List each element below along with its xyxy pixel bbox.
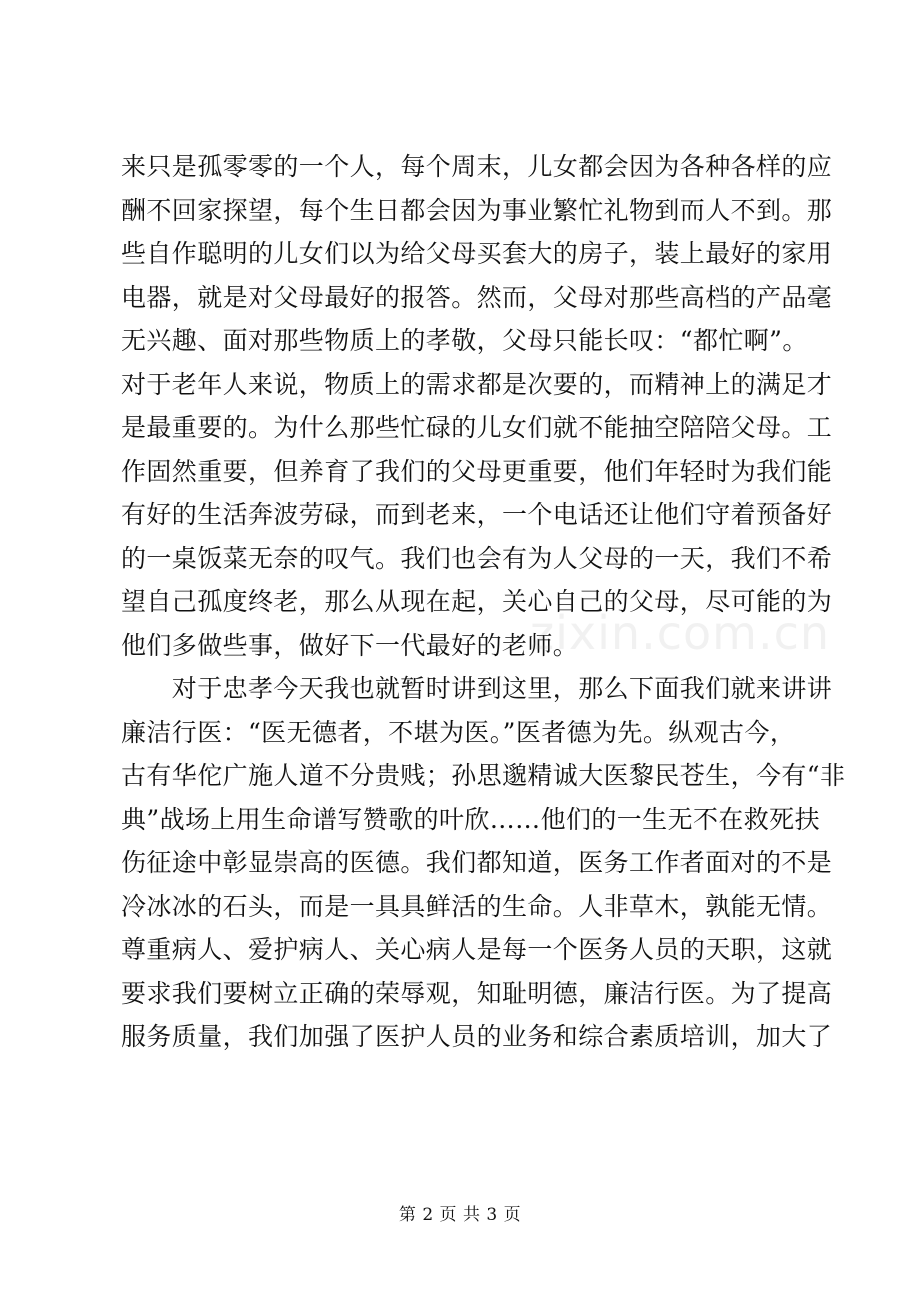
text-line-1: 来只是孤零零的一个人，每个周末，儿女都会因为各种各样的应 xyxy=(121,152,833,181)
text-line-10: 的一桌饭菜无奈的叹气。我们也会有为人父母的一天，我们不希 xyxy=(121,543,833,573)
text-line-13: 对于忠孝今天我也就暂时讲到这里，那么下面我们就来讲讲 xyxy=(121,674,833,703)
body-text xyxy=(121,145,846,1059)
page-footer: 第 2 页 共 3 页 xyxy=(398,1205,522,1225)
text-line-3: 些自作聪明的儿女们以为给父母买套大的房子，装上最好的家用 xyxy=(121,239,833,268)
text-line-12: 他们多做些事，做好下一代最好的老师。 xyxy=(121,630,579,660)
text-line-9: 有好的生活奔波劳碌，而到老来，一个电话还让他们守着预备好 xyxy=(121,500,833,529)
text-line-7: 是最重要的。为什么那些忙碌的儿女们就不能抽空陪陪父母。工 xyxy=(121,413,833,442)
text-line-19: 尊重病人、爱护病人、关心病人是每一个医务人员的天职，这就 xyxy=(121,935,833,964)
text-line-20: 要求我们要树立正确的荣辱观，知耻明德，廉洁行医。为了提高 xyxy=(121,978,833,1008)
text-line-18: 冷冰冰的石头，而是一具具鲜活的生命。人非草木，孰能无情。 xyxy=(121,891,833,921)
watermark: zixin.com.cn xyxy=(530,606,831,660)
text-line-21: 服务质量，我们加强了医护人员的业务和综合素质培训，加大了 xyxy=(121,1022,833,1051)
text-line-6: 对于老年人来说，物质上的需求都是次要的，而精神上的满足才 xyxy=(121,369,833,399)
text-line-11: 望自己孤度终老，那么从现在起，关心自己的父母，尽可能的为 xyxy=(121,587,833,616)
text-line-8: 作固然重要，但养育了我们的父母更重要，他们年轻时为我们能 xyxy=(121,456,833,486)
text-line-14: 廉洁行医：“医无德者，不堪为医。”医者德为先。纵观古今， xyxy=(121,717,796,747)
text-line-15: 古有华佗广施人道不分贵贱；孙思邈精诚大医黎民苍生，今有“非 xyxy=(121,761,846,790)
text-line-4: 电器，就是对父母最好的报答。然而，父母对那些高档的产品毫 xyxy=(121,282,833,312)
text-line-16: 典”战场上用生命谱写赞歌的叶欣……他们的一生无不在救死扶 xyxy=(121,804,820,834)
text-line-17: 伤征途中彰显崇高的医德。我们都知道，医务工作者面对的不是 xyxy=(121,848,833,877)
text-line-5: 无兴趣、面对那些物质上的孝敬，父母只能长叹：“都忙啊”。 xyxy=(121,326,808,355)
text-line-2: 酬不回家探望，每个生日都会因为事业繁忙礼物到而人不到。那 xyxy=(121,195,833,225)
